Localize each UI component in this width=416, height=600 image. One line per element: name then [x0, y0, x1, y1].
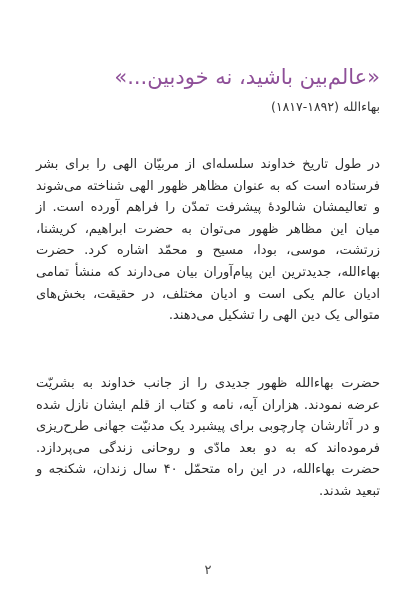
author-attribution: بهاءالله (۱۸۹۲-۱۸۱۷) [270, 99, 380, 114]
page-title: «عالم‌بین باشید، نه خودبین...» [114, 65, 380, 89]
paragraph-1: در طول تاریخ خداوند سلسله‌ای از مربیّان الهی را برای بشر فرستاده است که به عنوان مظاهر ظهور الهی شناخته می‌شوند و تعالیمشان شالودۀ پیشرفت تمدّن را فراهم آورده است. از میان این مظاهر ظهور می‌توان به حضرت ابراهیم، کریشنا، زرتشت، موسی، بودا، مسیح و محمّد اشاره کرد. حضرت بهاءالله، جدیدترین این پیام‌آوران بیان می‌دارند که منشأ تمامی ادیان عالم یکی است و ادیان مختلف، در حقیقت، بخش‌های متوالی یک دین الهی را تشکیل می‌دهند. [36, 157, 380, 324]
page-number: ۲ [204, 563, 212, 578]
paragraph-2: حضرت بهاءالله ظهور جدیدی را از جانب خداوند به بشریّت عرضه نمودند. هزاران آیه، نامه و کتاب از قلم ایشان نازل شده و در آثارشان چارچوبی برای پیشبرد یک مدنیّت جهانی طرح‌ریزی فرموده‌اند که به دو بعد مادّی و روحانی زندگی می‌پردازد. حضرت بهاءالله، در این راه متحمّل ۴۰ سال زندان، شکنجه و تبعید شدند. [36, 376, 380, 499]
